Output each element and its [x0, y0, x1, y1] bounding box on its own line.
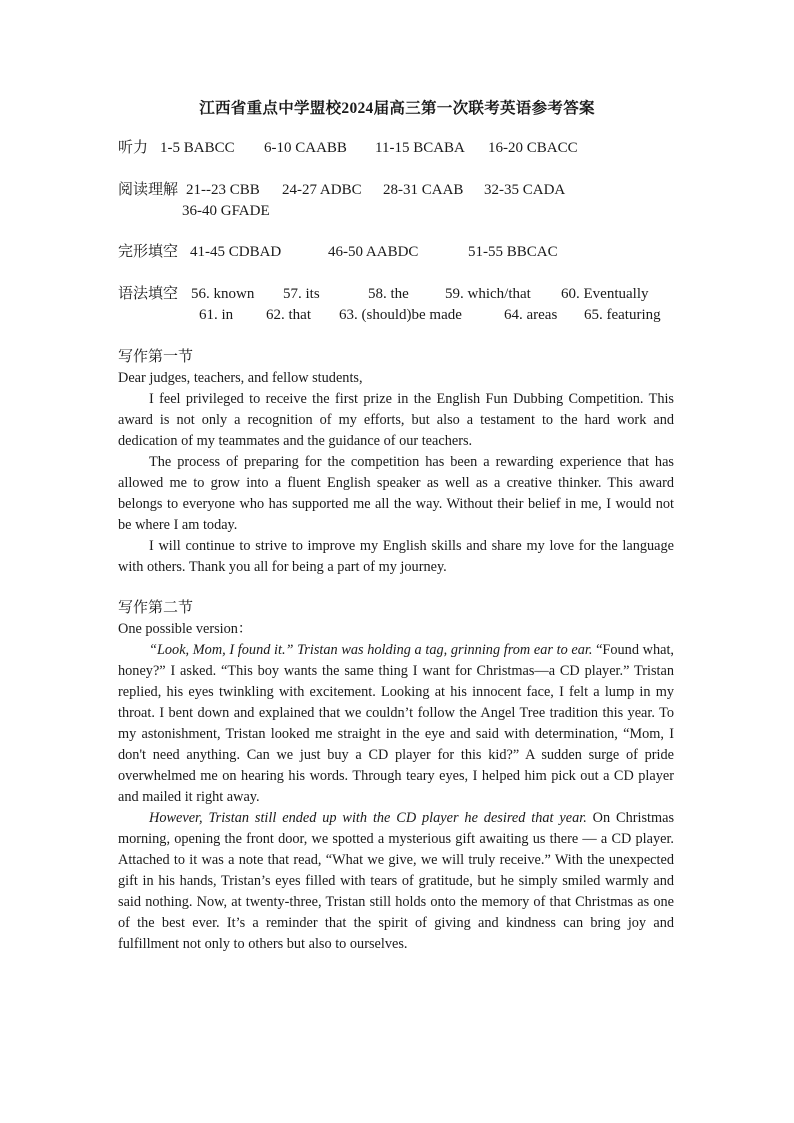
writing1-essay — [118, 368, 674, 578]
answer-group: 24-27 ADBC — [282, 182, 362, 198]
answer-group: 36-40 GFADE — [182, 203, 270, 219]
answer-group: 28-31 CAAB — [383, 182, 464, 198]
answer-group: 51-55 BBCAC — [468, 244, 558, 260]
answer-item: 64. areas — [504, 307, 558, 323]
answer-item: 58. the — [368, 286, 409, 302]
paragraph-body: On Christmas morning, opening the front door, we spotted a mysterious gift awaiting us there — a CD player. Attached to it was a note that read, “What we give, we will truly receive.” With the unexpected gift in his hands, Tristan’s eyes filled with tears of gratitude, but he simply smiled warmly and said nothing. Now, at twenty-three, Tristan still holds onto the memory of that Christmas as one of the best ever. It’s a reminder that the spirit of giving and kindness can bring joy and fulfillment not only to others but also to ourselves. — [118, 810, 675, 952]
answer-item: 63. (should)be made — [339, 307, 462, 323]
answer-group: 41-45 CDBAD — [190, 244, 282, 260]
answer-group: 6-10 CAABB — [264, 140, 347, 156]
answer-group: 11-15 BCABA — [375, 140, 465, 156]
listening-label: 听力 — [118, 140, 149, 156]
writing1-heading: 写作第一节 — [118, 349, 194, 365]
writing1-paragraph: I feel privileged to receive the first prize in the English Fun Dubbing Competition. This award is not only a recognition of my efforts, but also a testament to the hard work and dedication of my teammates and the guidance of our teachers. — [118, 391, 674, 449]
cloze-label: 完形填空 — [118, 244, 179, 260]
writing1-paragraph: The process of preparing for the competition has been a rewarding experience that has allowed me to grow into a fluent English speaker as well as a creative thinker. This award belongs to everyone who has supported me all the way. Without their belief in me, I would not be where I am today. — [118, 454, 674, 533]
writing2-heading: 写作第二节 — [118, 600, 194, 616]
answer-item: 62. that — [266, 307, 311, 323]
answer-item: 57. its — [283, 286, 320, 302]
writing2-paragraph — [118, 640, 674, 808]
grammar-label: 语法填空 — [118, 286, 179, 302]
answer-item: 59. which/that — [445, 286, 531, 302]
answer-item: 61. in — [199, 307, 234, 323]
writing1-salutation: Dear judges, teachers, and fellow students, — [118, 370, 363, 386]
given-opening-sentence: However, Tristan still ended up with the CD player he desired that year. — [149, 810, 587, 826]
given-opening-sentence: “Look, Mom, I found it.” Tristan was holding a tag, grinning from ear to ear. — [149, 642, 593, 658]
writing1-paragraph: I will continue to strive to improve my English skills and share my love for the language with others. Thank you all for being a part of my journey. — [118, 538, 674, 575]
answer-group: 32-35 CADA — [484, 182, 566, 198]
reading-label: 阅读理解 — [118, 182, 179, 198]
answer-item: 65. featuring — [584, 307, 661, 323]
writing2-intro: One possible version： — [118, 621, 253, 637]
answer-group: 16-20 CBACC — [488, 140, 578, 156]
writing2-paragraph — [118, 808, 674, 955]
page-title: 江西省重点中学盟校2024届高三第一次联考英语参考答案 — [199, 100, 595, 117]
answer-group: 1-5 BABCC — [160, 140, 235, 156]
answer-item: 60. Eventually — [561, 286, 649, 302]
paragraph-body: “Found what, honey?” I asked. “This boy wants the same thing I want for Christmas—a CD player.” Tristan replied, his eyes twinkling with excitement. Looking at his innocent face, I felt a lump in my throat. I bent down and explained that we couldn’t follow the Angel Tree tradition this year. To my astonishment, Tristan looked me straight in the eye and said with determination, “Mom, I don't need anything. Can we just buy a CD player for this kid?” A sudden surge of pride overwhelmed me on hearing his words. Through teary eyes, I helped him pick out a CD player and mailed it right away. — [118, 642, 674, 805]
answer-item: 56. known — [191, 286, 255, 302]
answer-group: 46-50 AABDC — [328, 244, 419, 260]
answer-group: 21--23 CBB — [186, 182, 260, 198]
writing2-essay — [118, 619, 674, 955]
